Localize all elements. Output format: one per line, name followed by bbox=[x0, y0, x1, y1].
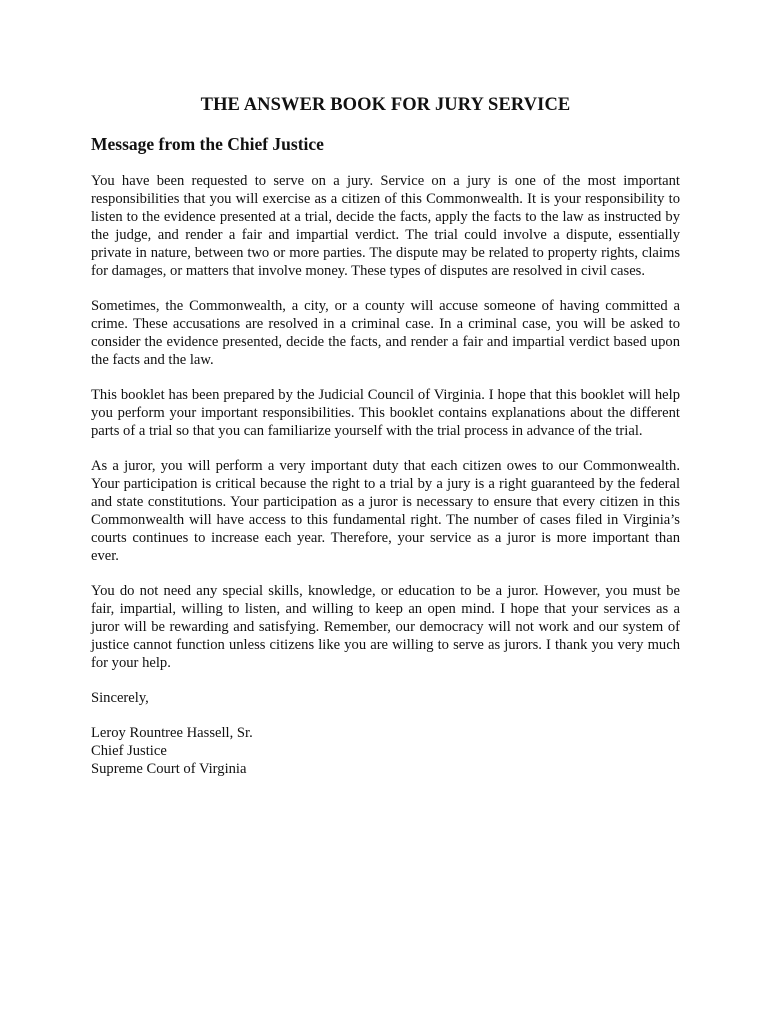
document-title: THE ANSWER BOOK FOR JURY SERVICE bbox=[200, 95, 571, 115]
signature-court: Supreme Court of Virginia bbox=[91, 761, 247, 777]
closing-salutation: Sincerely, bbox=[91, 690, 149, 706]
signature-name: Leroy Rountree Hassell, Sr. bbox=[91, 725, 253, 741]
paragraph-booklet: This booklet has been prepared by the Judicial Council of Virginia. I hope that this booklet will help you perform your important responsibilities. This booklet contains explanations about the different parts of a trial so that you can familiarize yourself with the trial process in advance of the trial. bbox=[91, 387, 680, 439]
paragraph-juror-duty: As a juror, you will perform a very important duty that each citizen owes to our Commonwealth. Your participation is critical because the right to a trial by a jury is a right guaranteed by the federal and state constitutions. Your participation as a juror is necessary to ensure that every citizen in this Commonwealth will have access to this fundamental right. The number of cases filed in Virginia’s courts continues to increase each year. Therefore, your service as a juror is more important than ever. bbox=[91, 458, 680, 564]
section-heading: Message from the Chief Justice bbox=[91, 134, 324, 154]
signature-block bbox=[91, 724, 680, 778]
paragraph-skills: You do not need any special skills, knowledge, or education to be a juror. However, you must be fair, impartial, willing to listen, and willing to keep an open mind. I hope that your services as a juror will be rewarding and satisfying. Remember, our democracy will not work and our system of justice cannot function unless citizens like you are willing to serve as jurors. I thank you very much for your help. bbox=[91, 583, 680, 671]
signature-title: Chief Justice bbox=[91, 743, 167, 759]
paragraph-criminal-cases: Sometimes, the Commonwealth, a city, or a county will accuse someone of having committed a crime. These accusations are resolved in a criminal case. In a criminal case, you will be asked to consider the evidence presented, decide the facts, and render a fair and impartial verdict based upon the facts and the law. bbox=[91, 298, 680, 368]
paragraph-intro: You have been requested to serve on a jury. Service on a jury is one of the most important responsibilities that you will exercise as a citizen of this Commonwealth. It is your responsibility to listen to the evidence presented at a trial, decide the facts, apply the facts to the law as instructed by the judge, and render a fair and impartial verdict. The trial could involve a dispute, essentially private in nature, between two or more parties. The dispute may be related to property rights, claims for damages, or matters that involve money. These types of disputes are resolved in civil cases. bbox=[91, 173, 680, 279]
document-page bbox=[91, 92, 680, 778]
